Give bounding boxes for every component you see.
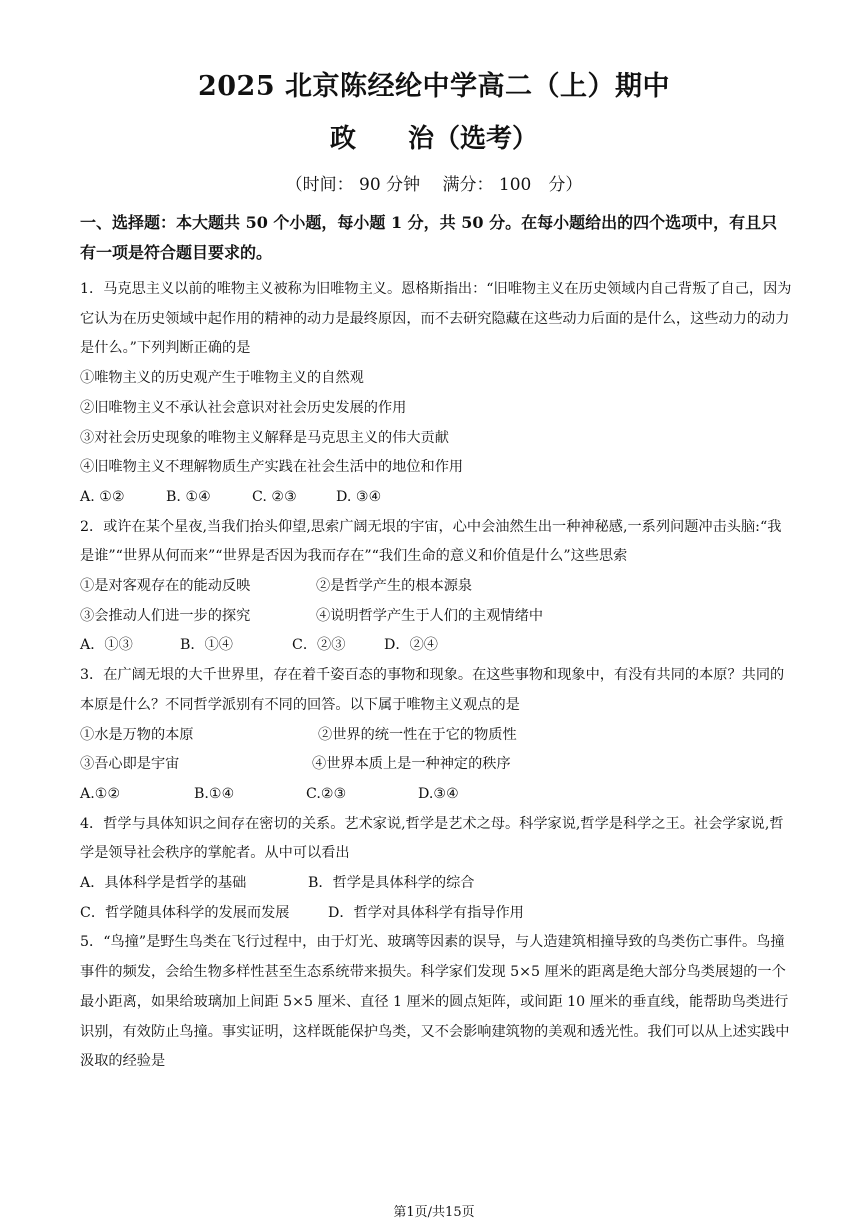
exam-title: 2025 北京陈经纶中学高二（上）期中 [197, 71, 671, 102]
question-3-statement-4: ④世界本质上是一种神定的秩序 [312, 756, 511, 773]
question-2-options [80, 631, 792, 661]
question-3-option-a: A.①② [80, 785, 121, 802]
question-2-statement-3: ③会推动人们进一步的探究 [80, 607, 251, 624]
question-3-statement-row-2 [80, 750, 792, 780]
question-1-statement-3: ③对社会历史现象的唯物主义解释是马克思主义的伟大贡献 [80, 429, 449, 446]
question-2-option-d: D．②④ [384, 637, 438, 654]
question-3-options [80, 780, 792, 810]
question-2-statement-4: ④说明哲学产生于人们的主观情绪中 [316, 607, 544, 624]
question-3-option-d: D.③④ [418, 785, 459, 802]
section-heading: 一、选择题：本大题共 50 个小题，每小题 1 分，共 50 分。在每小题给出的四个选项中，有且只有一项是符合题目要求的。 [80, 213, 778, 262]
question-3-statement-row-1 [80, 721, 792, 751]
question-1-option-a: A. ①② [80, 488, 125, 505]
question-2-statement-2: ②是哲学产生的根本源泉 [316, 578, 473, 595]
question-3-option-c: C.②③ [306, 785, 347, 802]
question-4-option-c: C．哲学随具体科学的发展而发展 [80, 904, 290, 921]
question-1-statement-1: ①唯物主义的历史观产生于唯物主义的自然观 [80, 370, 364, 387]
exam-meta: （时间： 90 分钟 满分： 100 分） [285, 175, 583, 195]
question-1-option-d: D. ③④ [336, 488, 382, 505]
exam-subject: 政 治（选考） [329, 124, 538, 154]
question-4-stem: 4．哲学与具体知识之间存在密切的关系。艺术家说,哲学是艺术之母。科学家说,哲学是科学之王。社会学家说,哲学是领导社会秩序的掌舵者。从中可以看出 [80, 815, 784, 862]
question-4-option-d: D．哲学对具体科学有指导作用 [328, 904, 524, 921]
question-4-option-a: A．具体科学是哲学的基础 [80, 875, 247, 892]
question-2-option-a: A．①③ [80, 637, 133, 654]
question-1-option-b: B. ①④ [166, 488, 211, 505]
question-3-statement-3: ③吾心即是宇宙 [80, 756, 180, 773]
question-4-option-row-1 [80, 869, 792, 899]
question-1-statement-2: ②旧唯物主义不承认社会意识对社会历史发展的作用 [80, 399, 407, 416]
question-4-option-row-2 [80, 899, 792, 929]
question-2-statement-1: ①是对客观存在的能动反映 [80, 578, 251, 595]
question-3-statement-1: ①水是万物的本原 [80, 726, 194, 743]
question-3-stem: 3．在广阔无垠的大千世界里，存在着千姿百态的事物和现象。在这些事物和现象中，有没有共同的本原？共同的本原是什么？不同哲学派别有不同的回答。以下属于唯物主义观点的是 [80, 667, 785, 713]
question-1-options [80, 483, 792, 513]
question-2-option-b: B．①④ [180, 637, 233, 654]
question-1-statement-4: ④旧唯物主义不理解物质生产实践在社会生活中的地位和作用 [80, 459, 464, 476]
question-3-statement-2: ②世界的统一性在于它的物质性 [318, 726, 517, 743]
question-list [80, 275, 792, 1077]
question-4-option-b: B．哲学是具体科学的综合 [308, 875, 475, 892]
page-number: 第1页/共15页 [393, 1205, 475, 1220]
question-5-stem: 5．“鸟撞”是野生鸟类在飞行过程中，由于灯光、玻璃等因素的误导，与人造建筑相撞导致的鸟类伤亡事件。鸟撞事件的频发，会给生物多样性甚至生态系统带来损失。科学家们发现 5×5 厘米的距离是绝大部分鸟类展翅的一个最小距离，如果给玻璃加上间距 5×5 厘米、直径 1 厘米的圆点矩阵，或间距 10 厘米的垂直线，能帮助鸟类进行识别，有效防止鸟撞。事实证明，这样既能保护鸟类，又不会影响建筑物的美观和透光性。我们可以从上述实践中汲取的经验是 [80, 934, 790, 1070]
question-2-statement-row-2 [80, 602, 792, 632]
question-2-stem: 2．或许在某个星夜,当我们抬头仰望,思索广阔无垠的宇宙，心中会油然生出一种神秘感,一系列问题冲击头脑:“我是谁”“世界从何而来”“世界是否因为我而存在”“我们生命的意义和价值是什么”这些思索 [80, 518, 782, 565]
question-1-stem: 1．马克思主义以前的唯物主义被称为旧唯物主义。恩格斯指出：“旧唯物主义在历史领域内自己背叛了自己，因为它认为在历史领域中起作用的精神的动力是最终原因，而不去研究隐藏在这些动力后面的是什么，这些动力的动力是什么。”下列判断正确的是 [80, 281, 792, 357]
question-1-option-c: C. ②③ [252, 488, 297, 505]
question-3-option-b: B.①④ [194, 785, 235, 802]
question-2-statement-row-1 [80, 572, 792, 602]
question-2-option-c: C．②③ [292, 637, 346, 654]
